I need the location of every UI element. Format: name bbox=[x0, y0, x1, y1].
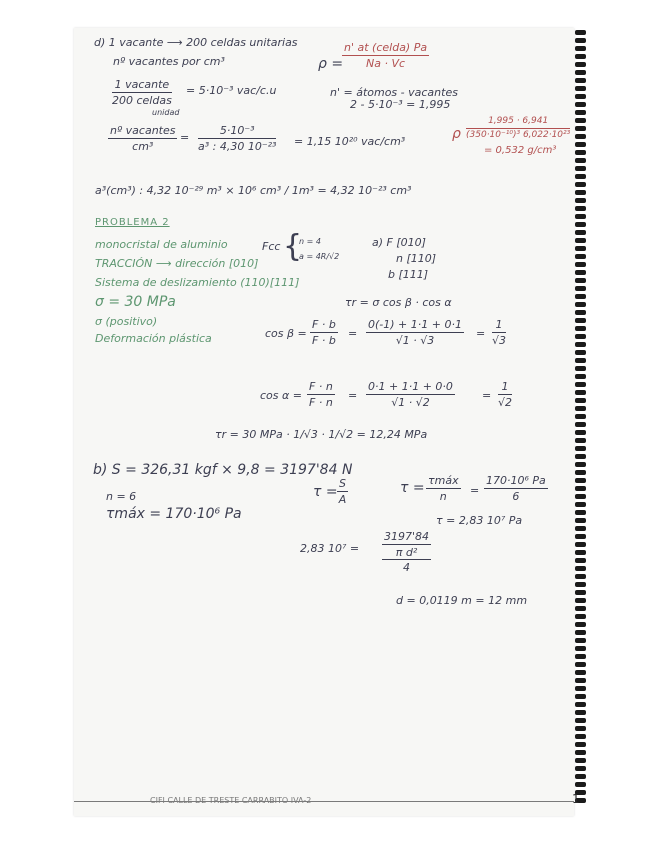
spiral-loop bbox=[575, 678, 586, 683]
spiral-loop bbox=[575, 702, 586, 707]
spiral-loop bbox=[575, 510, 586, 515]
spiral-loop bbox=[575, 526, 586, 531]
cos-alpha-vectors: $\frac{F \cdot n}{F \cdot n}$ bbox=[309, 380, 333, 409]
spiral-loop bbox=[575, 670, 586, 675]
spiral-loop bbox=[575, 142, 586, 147]
tau-eq2-value: $\frac{\text{170·10⁶ Pa}}{6}$ bbox=[486, 474, 546, 503]
diameter-result: d = 0,0119 m = 12 mm bbox=[396, 594, 528, 607]
cos-beta-vectors: $\frac{F \cdot b}{F \cdot b}$ bbox=[312, 318, 336, 347]
spiral-loop bbox=[575, 566, 586, 571]
spiral-loop bbox=[575, 222, 586, 227]
spiral-loop bbox=[575, 134, 586, 139]
tau-eq-left: τ = bbox=[313, 484, 338, 500]
fraction-vacancy-volume: $\frac{\text{5·10⁻³}}{\text{a³ : 4,30 10⁻²³}}$ bbox=[198, 124, 277, 153]
spiral-loop bbox=[575, 558, 586, 563]
spiral-loop bbox=[575, 54, 586, 59]
equals-sign: = bbox=[180, 131, 190, 144]
spiral-loop bbox=[575, 198, 586, 203]
spiral-loop bbox=[575, 110, 586, 115]
fcc-a: a = 4R/√2 bbox=[299, 252, 340, 261]
tau-max: τmáx = 170·10⁶ Pa bbox=[106, 506, 242, 522]
spiral-loop bbox=[575, 406, 586, 411]
sigma-note: σ (positivo) bbox=[95, 315, 158, 328]
tau-eq2-left: τ = bbox=[400, 480, 425, 496]
spiral-loop bbox=[575, 534, 586, 539]
spiral-loop bbox=[575, 694, 586, 699]
spiral-loop bbox=[575, 294, 586, 299]
direction-b: b [111] bbox=[388, 268, 429, 281]
safety-factor: n = 6 bbox=[106, 490, 137, 503]
spiral-loop bbox=[575, 254, 586, 259]
spiral-loop bbox=[575, 550, 586, 555]
density-result: = 0,532 g/cm³ bbox=[484, 145, 557, 156]
spiral-loop bbox=[575, 414, 586, 419]
spiral-loop bbox=[575, 478, 586, 483]
area-left: 2,83 10⁷ = bbox=[300, 542, 360, 555]
section-d-subtitle: nº vacantes por cm³ bbox=[113, 55, 225, 68]
spiral-loop bbox=[575, 118, 586, 123]
spiral-loop bbox=[575, 262, 586, 267]
spiral-loop bbox=[575, 318, 586, 323]
spiral-loop bbox=[575, 286, 586, 291]
spiral-loop bbox=[575, 270, 586, 275]
spiral-loop bbox=[575, 646, 586, 651]
direction-f: a) F [010] bbox=[372, 236, 426, 249]
rho-symbol: ρ bbox=[452, 126, 461, 142]
spiral-binding bbox=[574, 30, 588, 810]
spiral-loop bbox=[575, 486, 586, 491]
spiral-loop bbox=[575, 654, 586, 659]
spiral-loop bbox=[575, 542, 586, 547]
spiral-loop bbox=[575, 430, 586, 435]
spiral-loop bbox=[575, 158, 586, 163]
spiral-loop bbox=[575, 614, 586, 619]
spiral-loop bbox=[575, 446, 586, 451]
plastic-deformation: Deformación plástica bbox=[95, 332, 212, 345]
spiral-loop bbox=[575, 382, 586, 387]
spiral-loop bbox=[575, 278, 586, 283]
fcc-n: n = 4 bbox=[299, 237, 321, 246]
tau-value: τ = 2,83 10⁷ Pa bbox=[436, 514, 523, 527]
equals-sign-4: = bbox=[348, 389, 358, 402]
spiral-loop bbox=[575, 350, 586, 355]
spiral-loop bbox=[575, 326, 586, 331]
spiral-loop bbox=[575, 238, 586, 243]
spiral-loop bbox=[575, 150, 586, 155]
spiral-loop bbox=[575, 102, 586, 107]
spiral-loop bbox=[575, 750, 586, 755]
spiral-loop bbox=[575, 718, 586, 723]
spiral-loop bbox=[575, 622, 586, 627]
cos-alpha-calc: $\frac{0\cdot 1 + 1\cdot 1 + 0\cdot 0}{√1 \cdot √2}$ bbox=[368, 380, 453, 409]
spiral-loop bbox=[575, 470, 586, 475]
spiral-loop bbox=[575, 758, 586, 763]
cell-volume-conversion: a³(cm³) : 4,32 10⁻²⁹ m³ × 10⁶ cm³ / 1m³ = 4,32 10⁻²³ cm³ bbox=[95, 184, 412, 197]
spiral-loop bbox=[575, 638, 586, 643]
section-d-title: d) 1 vacante ⟶ 200 celdas unitarias bbox=[94, 36, 298, 49]
spiral-loop bbox=[575, 662, 586, 667]
schmid-formula: τr = σ cos β · cos α bbox=[345, 296, 452, 309]
spiral-loop bbox=[575, 598, 586, 603]
cos-alpha-result: $\frac{1}{√2}$ bbox=[498, 380, 513, 409]
spiral-loop bbox=[575, 766, 586, 771]
spiral-loop bbox=[575, 518, 586, 523]
spiral-loop bbox=[575, 710, 586, 715]
problem-2-line1: monocristal de aluminio bbox=[95, 238, 228, 251]
resolved-shear-stress: τr = 30 MPa · 1/√3 · 1/√2 = 12,24 MPa bbox=[215, 428, 428, 441]
fraction-note: unidad bbox=[152, 108, 180, 117]
tau-eq2-fraction: τmáx n bbox=[428, 474, 459, 503]
spiral-loop bbox=[575, 582, 586, 587]
rho-label: ρ = bbox=[318, 56, 344, 72]
spiral-loop bbox=[575, 374, 586, 379]
spiral-loop bbox=[575, 30, 586, 35]
spiral-loop bbox=[575, 742, 586, 747]
spiral-loop bbox=[575, 190, 586, 195]
spiral-loop bbox=[575, 390, 586, 395]
footer-rule bbox=[74, 801, 574, 802]
spiral-loop bbox=[575, 78, 586, 83]
spiral-loop bbox=[575, 302, 586, 307]
spiral-loop bbox=[575, 214, 586, 219]
spiral-loop bbox=[575, 182, 586, 187]
sigma-value: σ = 30 MPa bbox=[95, 294, 176, 310]
spiral-loop bbox=[575, 310, 586, 315]
density-calc: $\frac{1,995 \cdot 6,941}{\text{(350·10⁻¹⁰)³ 6,022·10²³}}$ bbox=[466, 116, 571, 140]
spiral-loop bbox=[575, 70, 586, 75]
spiral-loop bbox=[575, 46, 586, 51]
problem-2-line2: TRACCIÓN ⟶ dirección [010] bbox=[95, 257, 259, 270]
fraction-vacancies-cm3: nº vacantes cm³ bbox=[110, 124, 176, 153]
page-number: 1 bbox=[572, 792, 580, 806]
spiral-loop bbox=[575, 62, 586, 67]
spiral-loop bbox=[575, 342, 586, 347]
cos-beta-calc: $\frac{0(-1) + 1\cdot 1 + 0\cdot 1}{√1 \cdot √3}$ bbox=[368, 318, 462, 347]
footer-text: CIFI CALLE DE TRESTE CARRABITO IVA-2 bbox=[150, 796, 312, 805]
spiral-loop bbox=[575, 230, 586, 235]
cos-beta-result: $\frac{1}{√3}$ bbox=[492, 318, 507, 347]
n-prime-calc: 2 - 5·10⁻³ = 1,995 bbox=[350, 98, 451, 111]
result-vac-per-cell: = 5·10⁻³ vac/c.u bbox=[186, 84, 277, 97]
spiral-loop bbox=[575, 206, 586, 211]
spiral-loop bbox=[575, 686, 586, 691]
spiral-loop bbox=[575, 782, 586, 787]
spiral-loop bbox=[575, 366, 586, 371]
section-b-force: b) S = 326,31 kgf × 9,8 = 3197'84 N bbox=[93, 462, 353, 478]
spiral-loop bbox=[575, 774, 586, 779]
spiral-loop bbox=[575, 630, 586, 635]
problem-2-line3: Sistema de deslizamiento (110)[111] bbox=[95, 276, 300, 289]
spiral-loop bbox=[575, 606, 586, 611]
spiral-loop bbox=[575, 574, 586, 579]
spiral-loop bbox=[575, 438, 586, 443]
spiral-loop bbox=[575, 734, 586, 739]
spiral-loop bbox=[575, 494, 586, 499]
fcc-label: Fcc bbox=[262, 240, 281, 253]
area-fraction: 3197'84 π d² 4 bbox=[384, 530, 430, 574]
tau-eq2-equals: = bbox=[470, 484, 480, 497]
spiral-loop bbox=[575, 94, 586, 99]
spiral-loop bbox=[575, 334, 586, 339]
spiral-loop bbox=[575, 590, 586, 595]
cos-alpha-label: cos α = bbox=[260, 389, 302, 402]
spiral-loop bbox=[575, 174, 586, 179]
spiral-loop bbox=[575, 358, 586, 363]
tau-eq-fraction: $\frac{S}{A}$ bbox=[338, 477, 347, 506]
spiral-loop bbox=[575, 502, 586, 507]
equals-sign-5: = bbox=[482, 389, 492, 402]
spiral-loop bbox=[575, 454, 586, 459]
spiral-loop bbox=[575, 86, 586, 91]
spiral-loop bbox=[575, 398, 586, 403]
brace: { bbox=[283, 229, 303, 264]
spiral-loop bbox=[575, 166, 586, 171]
spiral-loop bbox=[575, 38, 586, 43]
equals-sign-2: = bbox=[348, 327, 358, 340]
spiral-loop bbox=[575, 422, 586, 427]
spiral-loop bbox=[575, 246, 586, 251]
spiral-loop bbox=[575, 726, 586, 731]
fraction-vacancy-cells: 1 vacante 200 celdas bbox=[112, 78, 172, 107]
density-formula: n' at (celda) Pa Na · Vc bbox=[344, 41, 428, 70]
spiral-loop bbox=[575, 126, 586, 131]
direction-n: n [110] bbox=[396, 252, 437, 265]
result-vac-per-cm3: = 1,15 10²⁰ vac/cm³ bbox=[294, 135, 406, 148]
n-prime-definition: n' = átomos - vacantes bbox=[330, 86, 458, 99]
spiral-loop bbox=[575, 462, 586, 467]
cos-beta-label: cos β = bbox=[265, 327, 307, 340]
equals-sign-3: = bbox=[476, 327, 486, 340]
problem-2-heading: PROBLEMA 2 bbox=[95, 217, 170, 228]
